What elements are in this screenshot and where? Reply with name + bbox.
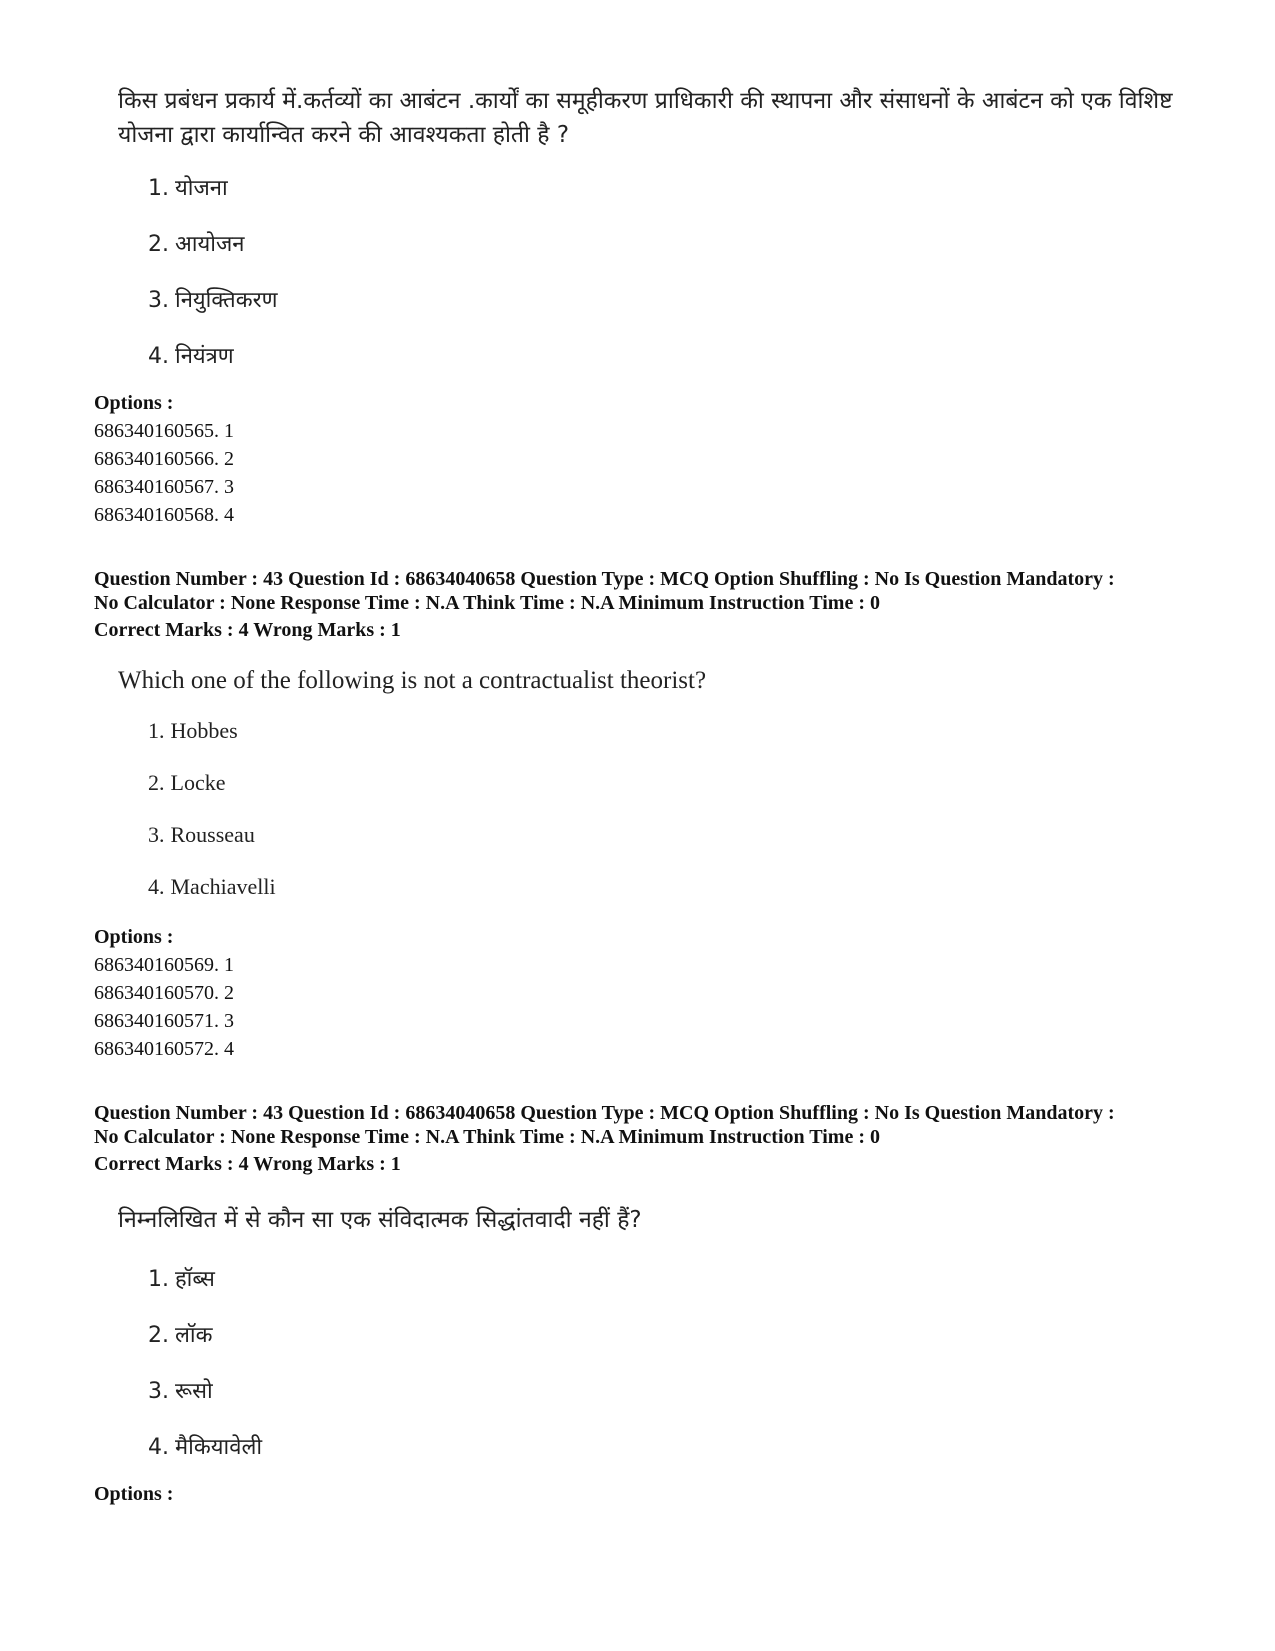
choice-3: 3. रूसो xyxy=(148,1379,213,1404)
option-id-3: 686340160571. 3 xyxy=(94,1010,234,1032)
option-id-4: 686340160572. 4 xyxy=(94,1038,234,1060)
choice-1: 1. योजना xyxy=(148,176,228,201)
choice-4: 4. नियंत्रण xyxy=(148,344,234,369)
choice-4: 4. Machiavelli xyxy=(148,874,276,899)
question-text-hindi-1: किस प्रबंधन प्रकार्य में.कर्तव्यों का आबंटन .कार्यों का समूहीकरण प्राधिकारी की स्थापना और संसाधनों के आबंटन को एक विशिष्ट योजना द्वारा कार्यान्वित करने की आवश्यकता होती है ? xyxy=(118,88,1173,148)
marks-line: Correct Marks : 4 Wrong Marks : 1 xyxy=(94,1153,401,1175)
option-id-2: 686340160570. 2 xyxy=(94,982,234,1004)
option-id-3: 686340160567. 3 xyxy=(94,476,234,498)
options-label: Options : xyxy=(94,392,174,414)
choice-3: 3. Rousseau xyxy=(148,822,255,847)
choice-2: 2. आयोजन xyxy=(148,232,245,257)
choice-3: 3. नियुक्तिकरण xyxy=(148,288,278,313)
option-id-1: 686340160565. 1 xyxy=(94,420,234,442)
options-label: Options : xyxy=(94,926,174,948)
choice-2: 2. लॉक xyxy=(148,1323,213,1348)
question-meta: Question Number : 43 Question Id : 68634040658 Question Type : MCQ Option Shuffling : No Is Question Mandatory : No Calculator : None Response Time : N.A Think Time : N.A Minimum Instruction Time : 0 xyxy=(94,1102,1115,1148)
question-meta: Question Number : 43 Question Id : 68634040658 Question Type : MCQ Option Shuffling : No Is Question Mandatory : No Calculator : None Response Time : N.A Think Time : N.A Minimum Instruction Time : 0 xyxy=(94,568,1115,614)
option-id-2: 686340160566. 2 xyxy=(94,448,234,470)
option-id-1: 686340160569. 1 xyxy=(94,954,234,976)
question-text-hindi-2: निम्नलिखित में से कौन सा एक संविदात्मक सिद्धांतवादी नहीं हैं? xyxy=(118,1207,642,1233)
choice-1: 1. हॉब्स xyxy=(148,1267,215,1292)
choice-4: 4. मैकियावेली xyxy=(148,1435,263,1460)
choice-2: 2. Locke xyxy=(148,770,226,795)
choice-1: 1. Hobbes xyxy=(148,718,238,743)
marks-line: Correct Marks : 4 Wrong Marks : 1 xyxy=(94,619,401,641)
options-label: Options : xyxy=(94,1483,174,1505)
option-id-4: 686340160568. 4 xyxy=(94,504,234,526)
question-text-english: Which one of the following is not a contractualist theorist? xyxy=(118,667,707,694)
